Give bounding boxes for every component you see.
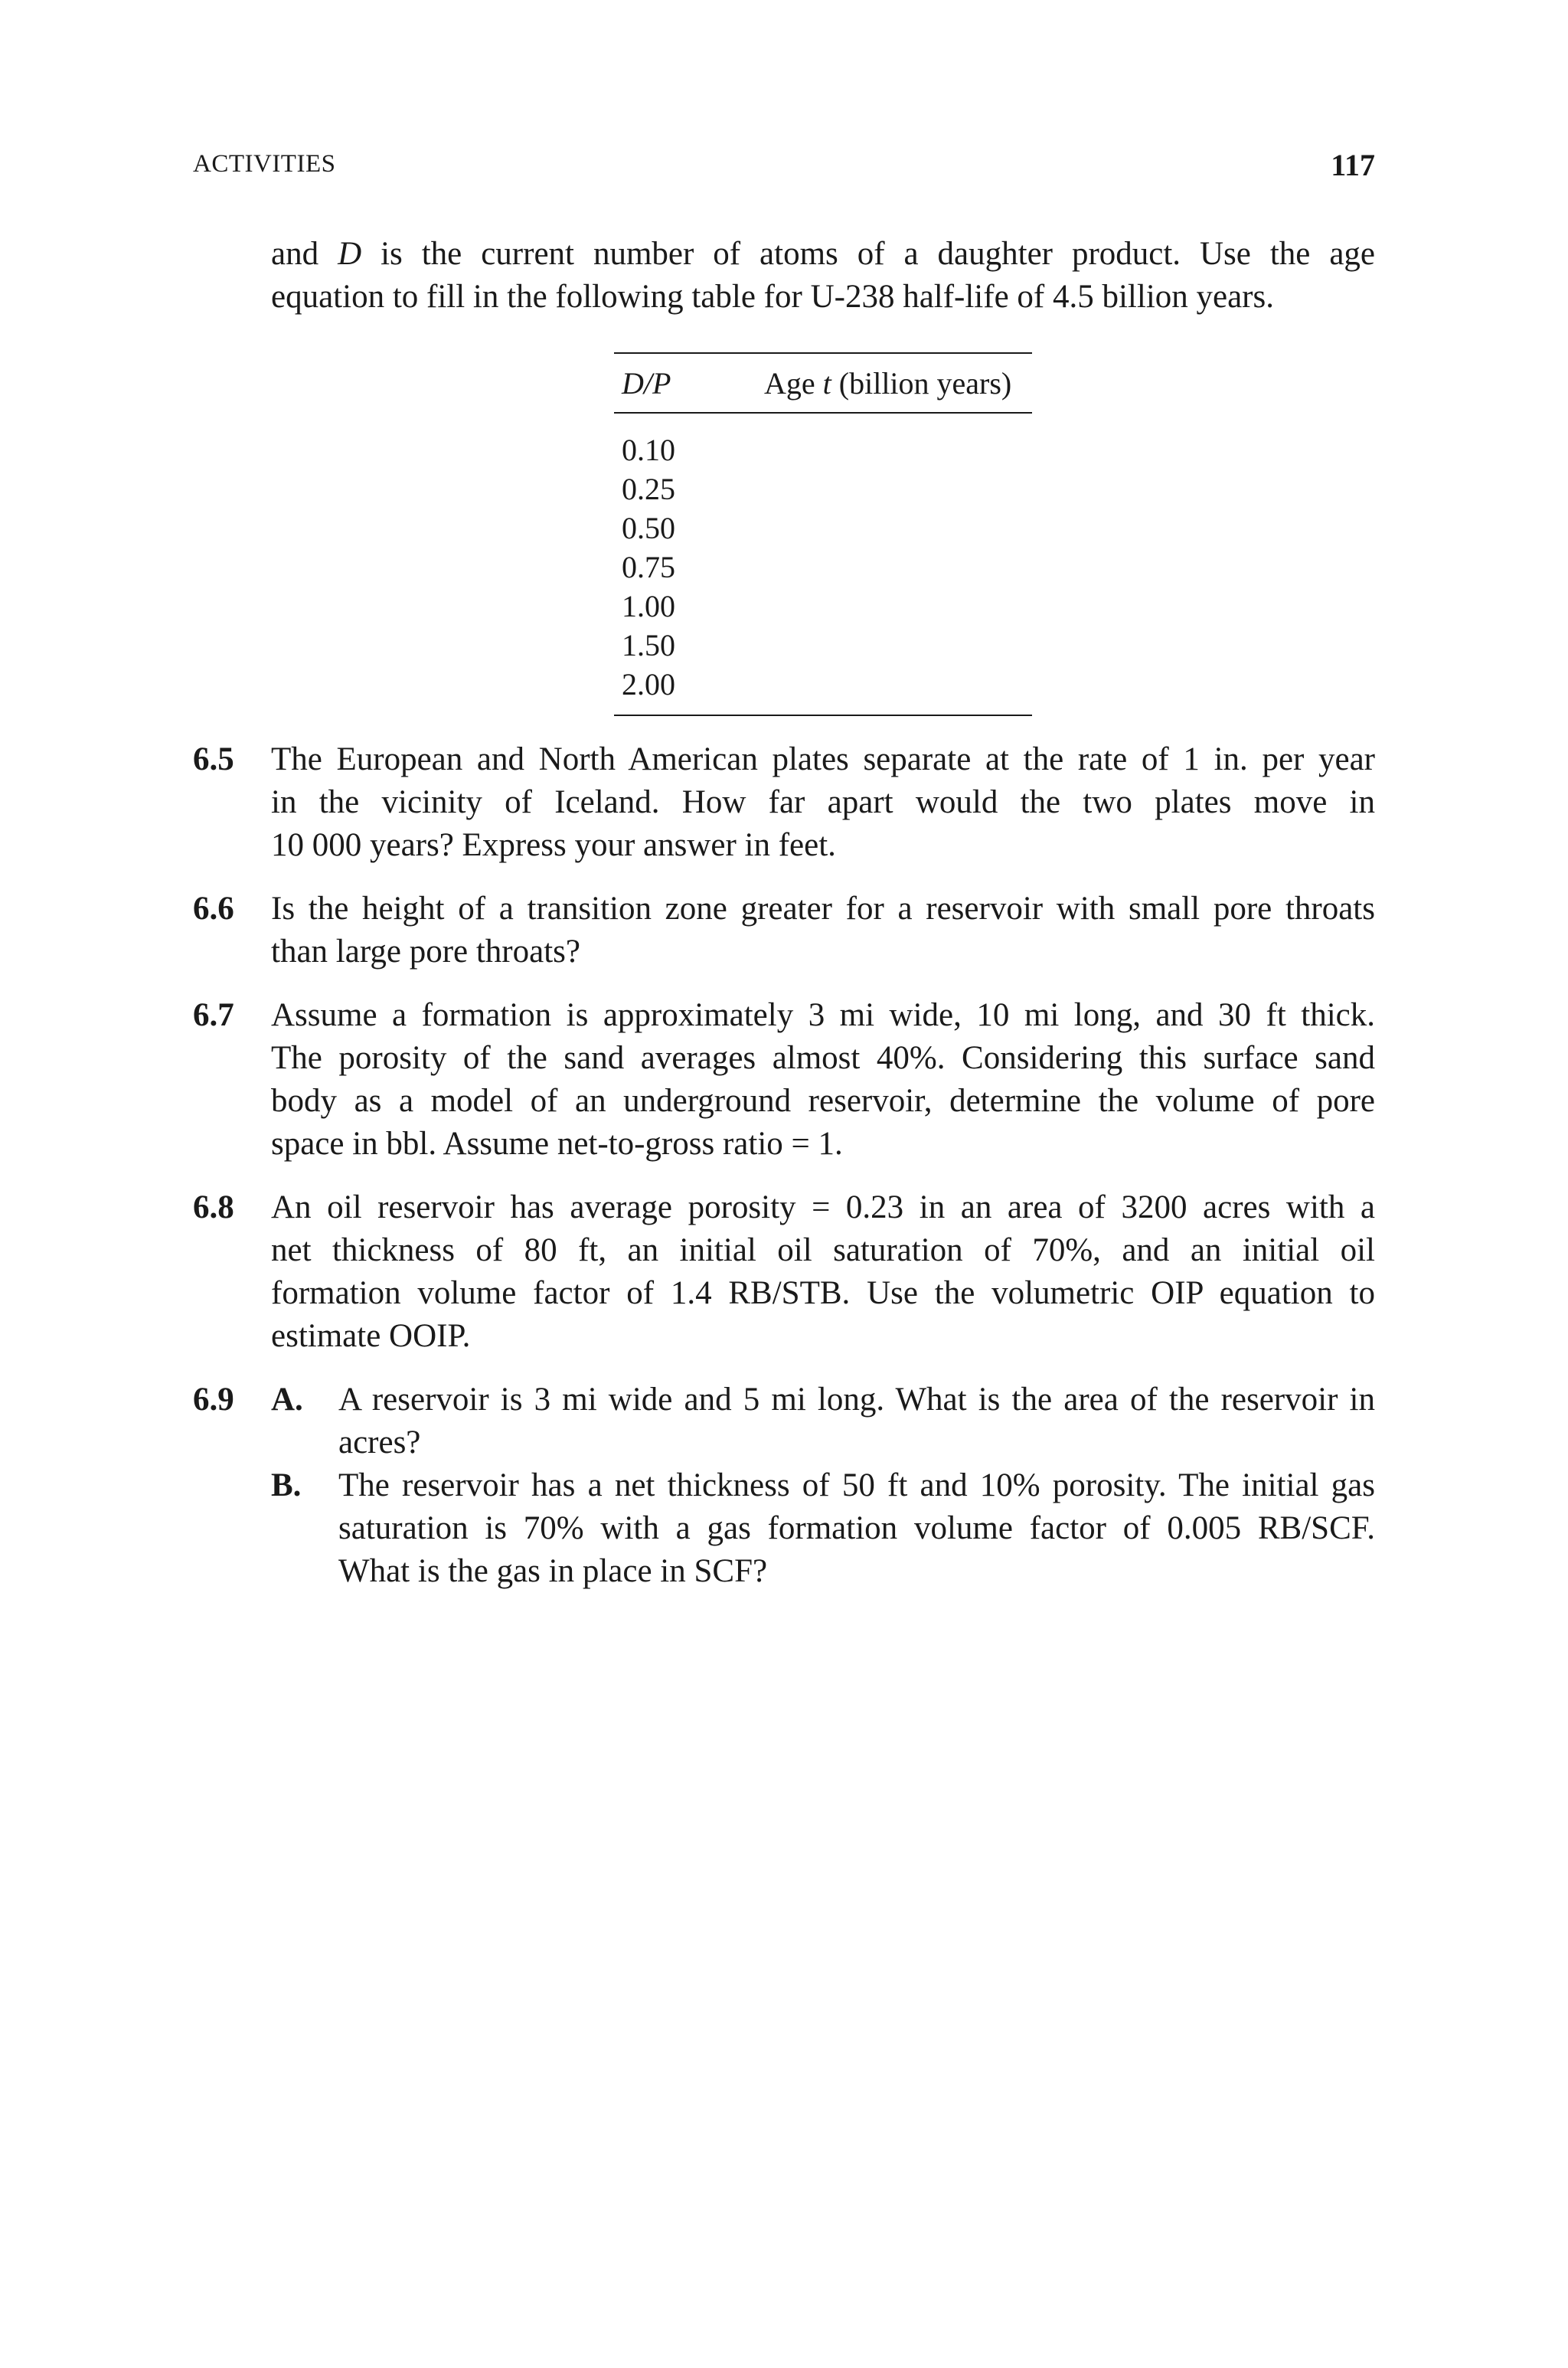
intro-line: equation to fill in the following table for U-238 half-life of 4.5 billion years. [271,279,1274,315]
table-header-dp-text: D/P [622,365,671,401]
problem-subpart [271,1379,1375,1464]
problem-line: 10 000 years? Express your answer in feet. [271,827,836,863]
subpart-letter: B. [271,1467,302,1503]
problem-line: in the vicinity of Iceland. How far apart would the two plates move in [271,784,1375,820]
table-header-row [614,354,1032,412]
page-number: 117 [1331,148,1375,182]
problem-item [193,994,1375,1166]
table-row: 2.00 [622,667,675,702]
intro-paragraph [271,233,1375,319]
problem-item [193,738,1375,867]
problem-line: space in bbl. Assume net-to-gross ratio = 1. [271,1126,843,1162]
problem-line: than large pore throats? [271,934,580,970]
problem-line: net thickness of 80 ft, an initial oil saturation of 70%, and an initial oil [271,1232,1375,1268]
problem-line: A reservoir is 3 mi wide and 5 mi long. What is the area of the reservoir in [338,1382,1375,1418]
table-header-age-unit: (billion years) [831,365,1012,401]
problem-subpart [271,1464,1375,1593]
table-header-age-text: Age [764,365,823,401]
problem-text [271,994,1375,1166]
subpart-letter: A. [271,1382,303,1418]
table-row: 0.10 [622,433,675,467]
subpart-text [338,1379,1375,1464]
problem-item [193,888,1375,973]
problem-line: Assume a formation is approximately 3 mi wide, 10 mi long, and 30 ft thick. [271,997,1375,1033]
table-header-age [764,365,1032,401]
problem-line: body as a model of an underground reservoir, determine the volume of pore [271,1083,1375,1119]
problem-text [271,738,1375,867]
table-bottom-rule [614,715,1032,716]
problem-line: What is the gas in place in SCF? [338,1553,768,1589]
problem-item [193,1186,1375,1358]
table-body [614,414,1032,715]
running-head: ACTIVITIES [193,150,336,178]
problem-line: An oil reservoir has average porosity = 0.23 in an area of 3200 acres with a [271,1189,1375,1225]
intro-text: and [271,236,338,272]
table-header-age-variable: t [822,365,831,401]
problem-list [193,738,1375,1614]
problem-number: 6.9 [193,1382,234,1418]
problem-line: The European and North American plates separate at the rate of 1 in. per year [271,741,1375,777]
table-row: 0.25 [622,472,675,506]
problem-line: formation volume factor of 1.4 RB/STB. Use the volumetric OIP equation to [271,1275,1375,1311]
problem-number: 6.7 [193,997,234,1033]
problem-number: 6.6 [193,891,234,927]
problem-text [271,1186,1375,1358]
problem-line: The porosity of the sand averages almost 40%. Considering this surface sand [271,1040,1375,1076]
problem-item [193,1379,1375,1593]
intro-variable: D [338,236,362,272]
problem-number: 6.8 [193,1189,234,1225]
intro-text: is the current number of atoms of a daughter product. Use the age [361,236,1376,272]
problem-line: acres? [338,1424,421,1460]
table-header-dp [614,365,764,401]
problem-line: Is the height of a transition zone greater for a reservoir with small pore throats [271,891,1375,927]
intro-line [271,233,1375,276]
problem-number: 6.5 [193,741,234,777]
table-row: 1.00 [622,589,675,623]
table-row: 0.75 [622,550,675,584]
problem-line: The reservoir has a net thickness of 50 ft and 10% porosity. The initial gas [338,1467,1375,1503]
problem-text [271,888,1375,973]
table-row: 0.50 [622,511,675,545]
table-row: 1.50 [622,628,675,662]
problem-line: estimate OOIP. [271,1318,471,1354]
subpart-text [338,1464,1375,1593]
age-table [614,352,1032,716]
problem-line: saturation is 70% with a gas formation volume factor of 0.005 RB/SCF. [338,1510,1375,1546]
